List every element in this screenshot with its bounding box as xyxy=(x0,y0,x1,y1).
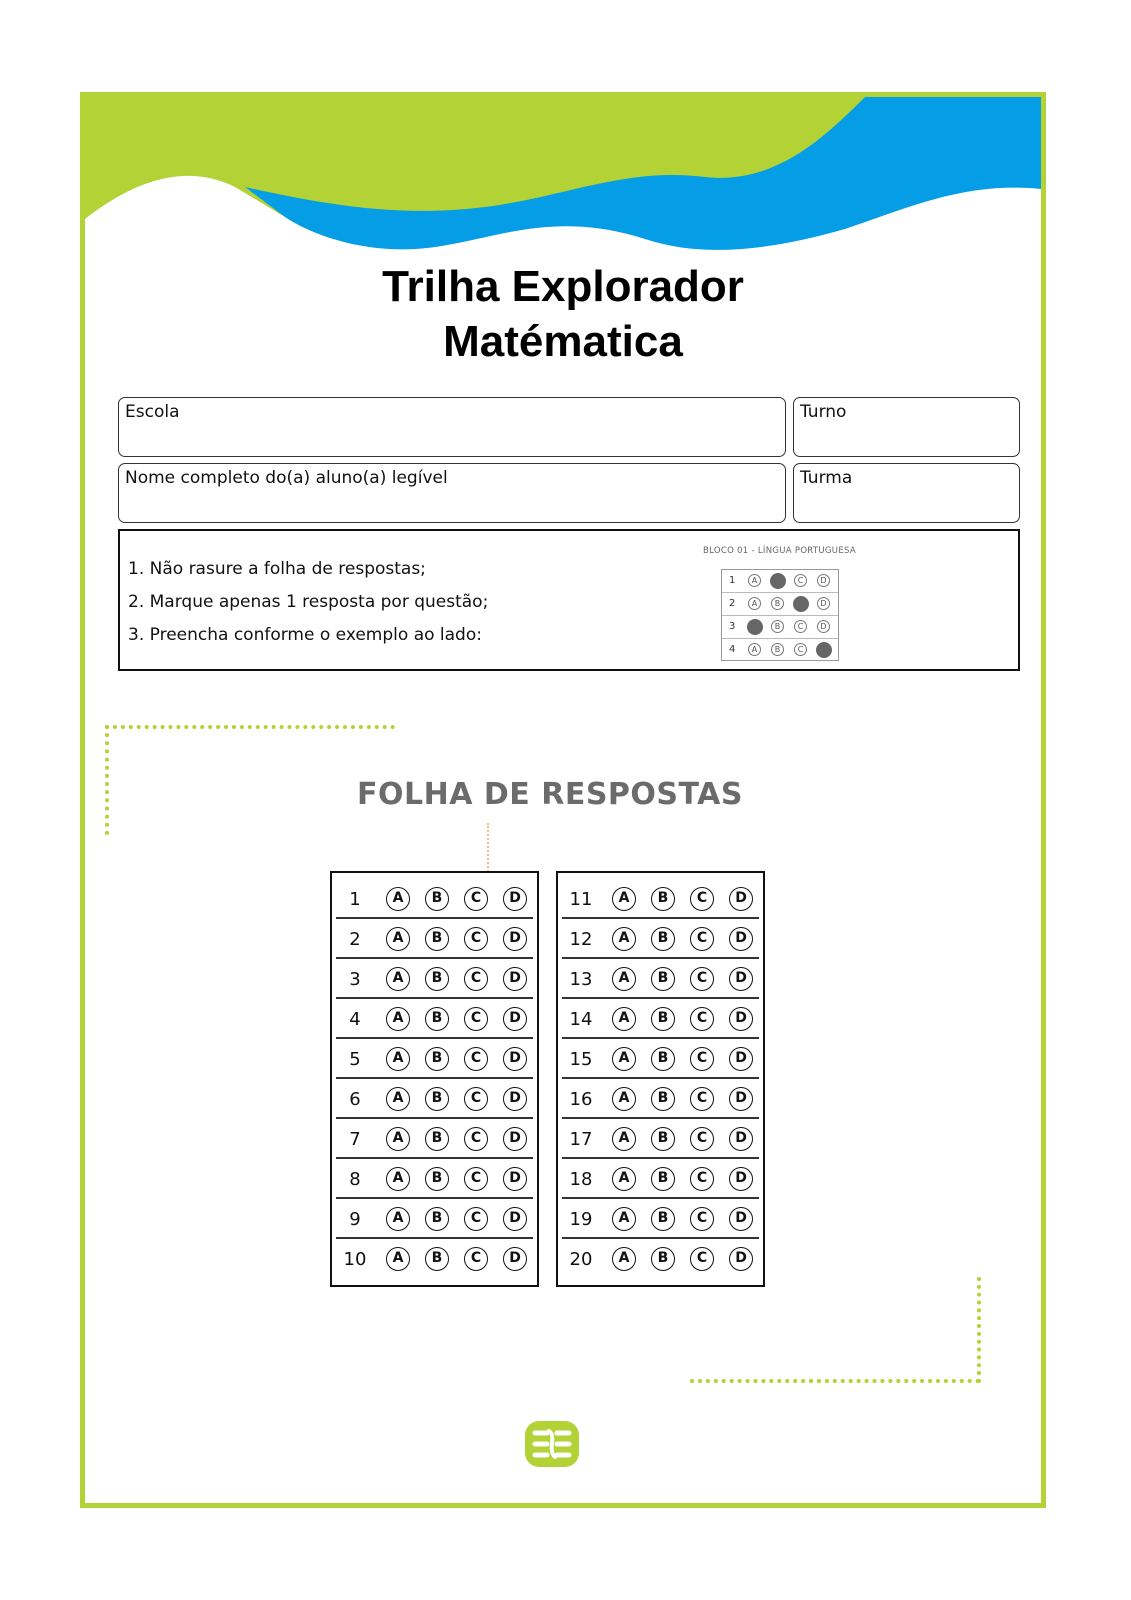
answer-row xyxy=(336,1039,533,1079)
question-number: 15 xyxy=(569,1049,593,1070)
question-number: 16 xyxy=(569,1089,593,1110)
answer-row xyxy=(336,1079,533,1119)
answer-bubble-b[interactable]: B xyxy=(425,887,449,911)
example-bubble: C xyxy=(794,574,807,587)
answer-bubble-c[interactable]: C xyxy=(464,887,488,911)
instruction-item: 1. Não rasure a folha de respostas; xyxy=(128,559,426,579)
answer-bubble-c[interactable]: C xyxy=(690,1087,714,1111)
answer-bubble-d[interactable]: D xyxy=(503,1047,527,1071)
question-number: 7 xyxy=(349,1129,361,1150)
question-number: 9 xyxy=(349,1209,361,1230)
nome-label: Nome completo do(a) aluno(a) legível xyxy=(125,468,448,488)
answer-bubble-b[interactable]: B xyxy=(425,1127,449,1151)
answer-sheet-title: FOLHA DE RESPOSTAS xyxy=(357,777,743,812)
answer-bubble-d[interactable]: D xyxy=(503,927,527,951)
answer-bubble-d[interactable]: D xyxy=(503,1207,527,1231)
answer-row xyxy=(336,1239,533,1279)
answer-bubble-d[interactable]: D xyxy=(503,887,527,911)
example-bubble-filled xyxy=(747,619,763,635)
example-row-number: 4 xyxy=(729,644,736,655)
answer-bubble-d[interactable]: D xyxy=(503,1127,527,1151)
answer-bubble-a[interactable]: A xyxy=(386,967,410,991)
answer-row xyxy=(562,1239,759,1279)
answer-bubble-b[interactable]: B xyxy=(651,1007,675,1031)
answer-bubble-a[interactable]: A xyxy=(612,927,636,951)
answer-row xyxy=(336,999,533,1039)
example-row xyxy=(722,639,838,662)
answer-row xyxy=(562,1079,759,1119)
answer-bubble-a[interactable]: A xyxy=(386,1127,410,1151)
answer-bubble-c[interactable]: C xyxy=(690,1207,714,1231)
answer-column xyxy=(556,871,765,1287)
answer-bubble-d[interactable]: D xyxy=(729,1207,753,1231)
answer-row xyxy=(562,1119,759,1159)
answer-bubble-b[interactable]: B xyxy=(651,887,675,911)
answer-bubble-b[interactable]: B xyxy=(651,1247,675,1271)
question-number: 14 xyxy=(569,1009,593,1030)
answer-bubble-c[interactable]: C xyxy=(464,1087,488,1111)
answer-bubble-c[interactable]: C xyxy=(464,1207,488,1231)
answer-bubble-b[interactable]: B xyxy=(651,1127,675,1151)
answer-bubble-a[interactable]: A xyxy=(612,1207,636,1231)
answer-bubble-b[interactable]: B xyxy=(651,1047,675,1071)
answer-bubble-d[interactable]: D xyxy=(729,1087,753,1111)
answer-row xyxy=(336,1199,533,1239)
answer-bubble-a[interactable]: A xyxy=(612,1247,636,1271)
answer-column xyxy=(330,871,539,1287)
answer-bubble-a[interactable]: A xyxy=(386,1207,410,1231)
question-number: 19 xyxy=(569,1209,593,1230)
example-row xyxy=(722,570,838,593)
answer-bubble-b[interactable]: B xyxy=(425,927,449,951)
answer-bubble-b[interactable]: B xyxy=(425,1047,449,1071)
nome-field[interactable] xyxy=(118,463,786,523)
answer-bubble-c[interactable]: C xyxy=(464,967,488,991)
example-bubble-filled xyxy=(816,642,832,658)
decorative-dots xyxy=(977,1277,981,1383)
answer-row xyxy=(336,1119,533,1159)
answer-bubble-a[interactable]: A xyxy=(612,1007,636,1031)
answer-bubble-b[interactable]: B xyxy=(425,1007,449,1031)
example-bubble: B xyxy=(771,597,784,610)
question-number: 3 xyxy=(349,969,361,990)
answer-bubble-a[interactable]: A xyxy=(612,1047,636,1071)
answer-bubble-c[interactable]: C xyxy=(464,1007,488,1031)
answer-bubble-d[interactable]: D xyxy=(729,1007,753,1031)
turma-field[interactable] xyxy=(793,463,1020,523)
answer-bubble-d[interactable]: D xyxy=(729,1047,753,1071)
answer-row xyxy=(562,1199,759,1239)
answer-bubble-a[interactable]: A xyxy=(386,1007,410,1031)
answer-bubble-d[interactable]: D xyxy=(729,927,753,951)
answer-bubble-d[interactable]: D xyxy=(503,1007,527,1031)
question-number: 20 xyxy=(569,1249,593,1270)
answer-bubble-a[interactable]: A xyxy=(386,1047,410,1071)
answer-bubble-d[interactable]: D xyxy=(503,1087,527,1111)
answer-row xyxy=(562,999,759,1039)
answer-bubble-a[interactable]: A xyxy=(612,1087,636,1111)
answer-row xyxy=(562,919,759,959)
question-number: 11 xyxy=(569,889,593,910)
example-row xyxy=(722,616,838,639)
answer-bubble-c[interactable]: C xyxy=(690,887,714,911)
answer-bubble-a[interactable]: A xyxy=(386,1087,410,1111)
answer-bubble-c[interactable]: C xyxy=(464,1247,488,1271)
answer-bubble-c[interactable]: C xyxy=(690,1167,714,1191)
answer-bubble-a[interactable]: A xyxy=(386,1247,410,1271)
answer-bubble-b[interactable]: B xyxy=(425,1207,449,1231)
example-bubble: C xyxy=(794,643,807,656)
answer-bubble-a[interactable]: A xyxy=(612,1167,636,1191)
answer-row xyxy=(562,1039,759,1079)
answer-bubble-d[interactable]: D xyxy=(729,1127,753,1151)
answer-bubble-a[interactable]: A xyxy=(386,1167,410,1191)
page-frame xyxy=(80,92,1046,1508)
answer-bubble-c[interactable]: C xyxy=(690,1247,714,1271)
answer-row xyxy=(336,919,533,959)
answer-bubble-d[interactable]: D xyxy=(729,967,753,991)
question-number: 18 xyxy=(569,1169,593,1190)
example-row xyxy=(722,593,838,616)
question-number: 10 xyxy=(343,1249,367,1270)
answer-bubble-d[interactable]: D xyxy=(503,967,527,991)
page-title-line-1: Trilha Explorador xyxy=(382,262,744,311)
instruction-item: 3. Preencha conforme o exemplo ao lado: xyxy=(128,625,482,645)
answer-bubble-b[interactable]: B xyxy=(651,1087,675,1111)
example-row-number: 1 xyxy=(729,575,736,586)
answer-bubble-b[interactable]: B xyxy=(425,1247,449,1271)
question-number: 4 xyxy=(349,1009,361,1030)
answer-row xyxy=(336,879,533,919)
header-wave xyxy=(85,97,1041,267)
question-number: 12 xyxy=(569,929,593,950)
answer-bubble-b[interactable]: B xyxy=(425,1087,449,1111)
answer-bubble-c[interactable]: C xyxy=(690,1047,714,1071)
turma-label: Turma xyxy=(800,468,853,488)
answer-bubble-c[interactable]: C xyxy=(690,927,714,951)
turno-field[interactable] xyxy=(793,397,1020,457)
answer-bubble-a[interactable]: A xyxy=(612,1127,636,1151)
escola-label: Escola xyxy=(125,402,180,422)
decorative-dots xyxy=(105,725,395,729)
answer-row xyxy=(336,1159,533,1199)
example-bubble: B xyxy=(771,620,784,633)
answer-bubble-b[interactable]: B xyxy=(651,927,675,951)
answer-bubble-a[interactable]: A xyxy=(386,887,410,911)
question-number: 2 xyxy=(349,929,361,950)
answer-bubble-d[interactable]: D xyxy=(729,1247,753,1271)
answer-bubble-b[interactable]: B xyxy=(651,1167,675,1191)
answer-bubble-c[interactable]: C xyxy=(690,1127,714,1151)
question-number: 13 xyxy=(569,969,593,990)
answer-bubble-c[interactable]: C xyxy=(464,927,488,951)
turno-label: Turno xyxy=(800,402,847,422)
answer-bubble-a[interactable]: A xyxy=(612,967,636,991)
example-row-number: 3 xyxy=(729,621,736,632)
answer-row xyxy=(562,879,759,919)
example-bubble: D xyxy=(817,574,830,587)
question-number: 1 xyxy=(349,889,361,910)
answer-bubble-c[interactable]: C xyxy=(464,1167,488,1191)
answer-bubble-a[interactable]: A xyxy=(386,927,410,951)
example-bubble: A xyxy=(748,574,761,587)
answer-bubble-d[interactable]: D xyxy=(503,1247,527,1271)
question-number: 8 xyxy=(349,1169,361,1190)
instructions-box xyxy=(118,529,1020,671)
decorative-dots xyxy=(690,1379,980,1383)
question-number: 6 xyxy=(349,1089,361,1110)
answer-bubble-c[interactable]: C xyxy=(464,1127,488,1151)
answer-row xyxy=(562,959,759,999)
answer-bubble-b[interactable]: B xyxy=(651,967,675,991)
answer-bubble-a[interactable]: A xyxy=(612,887,636,911)
example-bubble: D xyxy=(817,620,830,633)
example-bubble: A xyxy=(748,643,761,656)
answer-bubble-c[interactable]: C xyxy=(690,1007,714,1031)
answer-bubble-d[interactable]: D xyxy=(729,1167,753,1191)
example-grid xyxy=(721,569,839,661)
question-number: 17 xyxy=(569,1129,593,1150)
example-bubble: D xyxy=(817,597,830,610)
example-bubble: C xyxy=(794,620,807,633)
answer-bubble-c[interactable]: C xyxy=(690,967,714,991)
answer-bubble-b[interactable]: B xyxy=(425,1167,449,1191)
answer-bubble-d[interactable]: D xyxy=(503,1167,527,1191)
brand-logo-icon xyxy=(523,1419,581,1469)
example-bubble-filled xyxy=(770,573,786,589)
answer-bubble-b[interactable]: B xyxy=(425,967,449,991)
answer-bubble-c[interactable]: C xyxy=(464,1047,488,1071)
example-bubble: A xyxy=(748,597,761,610)
example-title: BLOCO 01 - LÍNGUA PORTUGUESA xyxy=(703,546,856,556)
answer-bubble-d[interactable]: D xyxy=(729,887,753,911)
answer-row xyxy=(562,1159,759,1199)
example-row-number: 2 xyxy=(729,598,736,609)
instruction-item: 2. Marque apenas 1 resposta por questão; xyxy=(128,592,489,612)
page-title-line-2: Matématica xyxy=(443,317,683,366)
example-bubble-filled xyxy=(793,596,809,612)
example-bubble: B xyxy=(771,643,784,656)
escola-field[interactable] xyxy=(118,397,786,457)
question-number: 5 xyxy=(349,1049,361,1070)
answer-bubble-b[interactable]: B xyxy=(651,1207,675,1231)
answer-row xyxy=(336,959,533,999)
